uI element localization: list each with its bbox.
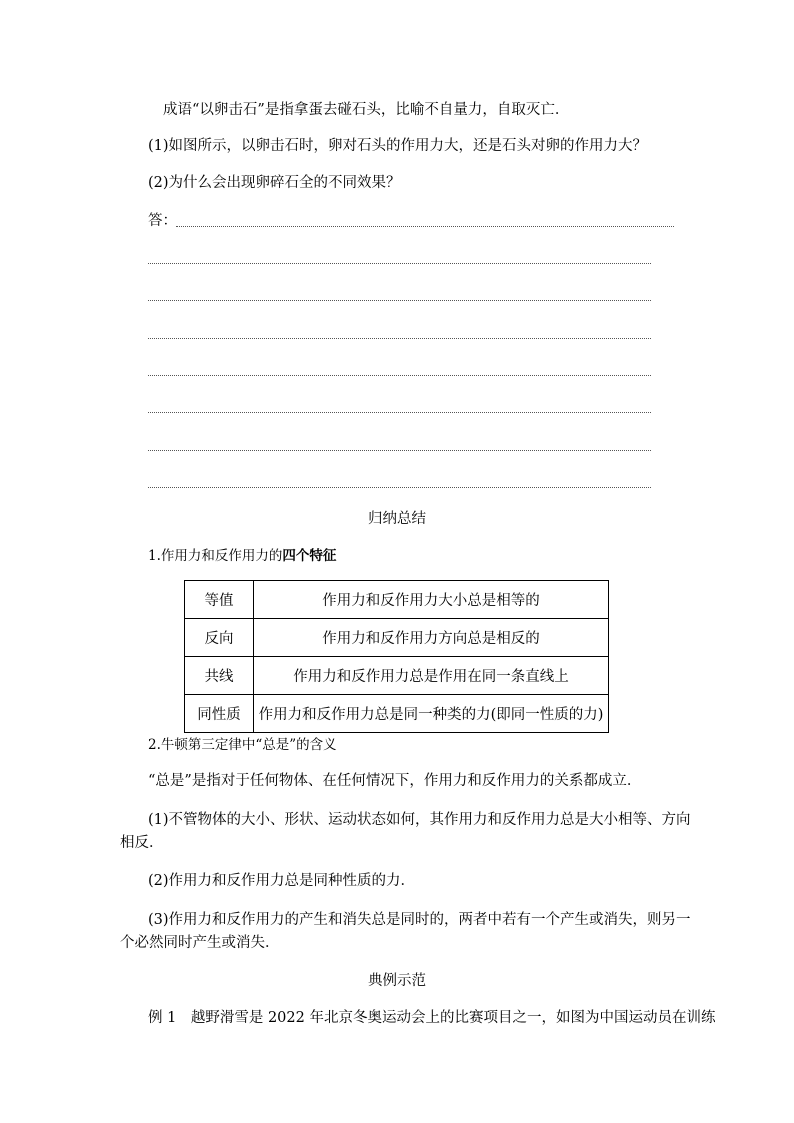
paragraph-1-line1: (1)不管物体的大小、形状、运动状态如何，其作用力和反作用力总是大小相等、方向: [148, 812, 691, 828]
answer-line: [148, 338, 651, 339]
answer-line: [148, 487, 651, 488]
feature-key: 共线: [185, 657, 254, 695]
features-table: [184, 580, 609, 733]
answer-line: [148, 263, 651, 264]
feature-value: 作用力和反作用力大小总是相等的: [254, 581, 609, 619]
feature-value: 作用力和反作用力总是同一种类的力(即同一性质的力): [254, 695, 609, 733]
question-2: (2)为什么会出现卵碎石全的不同效果？: [148, 175, 401, 191]
feature-key: 反向: [185, 619, 254, 657]
table-row: [185, 619, 609, 657]
heading-emphasis: 四个特征: [282, 548, 337, 564]
paragraph-1-line2: 相反．: [120, 835, 164, 851]
question-1: (1)如图所示，以卵击石时，卵对石头的作用力大，还是石头对卵的作用力大？: [148, 138, 648, 154]
heading-always: 2.牛顿第三定律中“总是”的含义: [148, 737, 337, 753]
table-row: [185, 581, 609, 619]
paragraph-2: (2)作用力和反作用力总是同种性质的力．: [148, 873, 416, 889]
table-row: [185, 657, 609, 695]
feature-value: 作用力和反作用力总是作用在同一条直线上: [254, 657, 609, 695]
answer-label: 答：: [148, 213, 177, 229]
feature-value: 作用力和反作用力方向总是相反的: [254, 619, 609, 657]
answer-line: [176, 226, 674, 227]
feature-key: 等值: [185, 581, 254, 619]
answer-line: [148, 450, 651, 451]
heading-prefix: 1.作用力和反作用力的: [148, 548, 283, 564]
paragraph-3-line1: (3)作用力和反作用力的产生和消失总是同时的，两者中若有一个产生或消失，则另一: [148, 912, 691, 928]
paragraph-always: “总是”是指对于任何物体、在任何情况下，作用力和反作用力的关系都成立．: [148, 773, 642, 789]
example-title: 典例示范: [368, 973, 426, 989]
answer-line: [148, 375, 651, 376]
example-1-text: 例 1 越野滑雪是 2022 年北京冬奥运动会上的比赛项目之一，如图为中国运动员在训练: [148, 1010, 716, 1026]
feature-key: 同性质: [185, 695, 254, 733]
heading-four-features: [148, 546, 336, 566]
summary-title: 归纳总结: [368, 511, 426, 527]
question-intro: 成语“以卵击石”是指拿蛋去碰石头，比喻不自量力，自取灭亡．: [163, 102, 570, 118]
paragraph-3-line2: 个必然同时产生或消失．: [120, 935, 280, 951]
answer-line: [148, 300, 651, 301]
answer-line: [148, 412, 651, 413]
table-row: [185, 695, 609, 733]
